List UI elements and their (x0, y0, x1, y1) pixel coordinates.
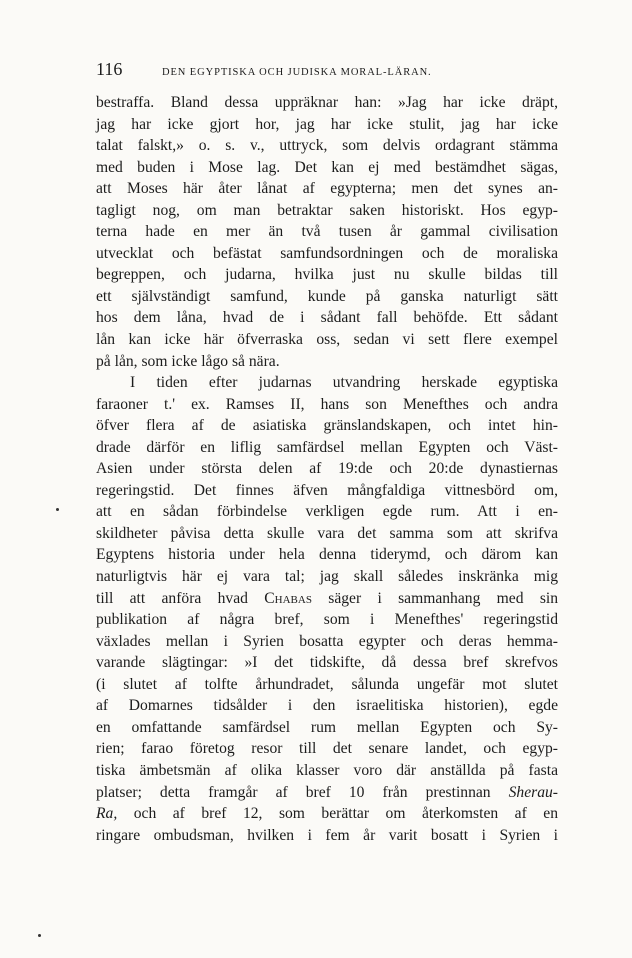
text-line-with-italic (96, 782, 558, 804)
italic-name: Ra, (96, 805, 118, 823)
text-line: drade därför en liflig samfärdsel mellan Egypten och Väst- (96, 438, 558, 456)
text-line: att Moses här åter lånat af egypterna; men det synes an- (96, 180, 558, 198)
text-line: faraoner t.' ex. Ramses II, hans son Menefthes och andra (96, 395, 558, 413)
text-line: hos dem låna, hvad de i sådant fall behöfde. Ett sådant (96, 309, 558, 327)
text-line: begreppen, och judarna, hvilka just nu skulle bildas till (96, 266, 558, 284)
text-line: varande slägtingar: »I det tidskifte, då dessa bref skrefvos (96, 654, 558, 672)
text-fragment: till att anföra hvad (96, 589, 248, 607)
text-line: rien; farao företog resor till det senare landet, och egyp- (96, 740, 558, 758)
italic-name: Sherau- (508, 783, 558, 801)
text-line: tiska ämbetsmän af olika klasser voro där anställda på fasta (96, 761, 558, 779)
text-fragment: platser; detta framgår af bref 10 från prestinnan (96, 783, 491, 801)
text-line: regeringstid. Det finnes äfven mångfaldiga vittnesbörd om, (96, 481, 558, 499)
running-title: DEN EGYPTISKA OCH JUDISKA MORAL-LÄRAN. (162, 67, 432, 78)
paragraph-start-line: I tiden efter judarnas utvandring herskade egyptiska (130, 374, 558, 392)
text-line-with-italic (96, 803, 558, 825)
body-text (96, 92, 558, 846)
text-line: att en sådan förbindelse verkligen egde rum. Att i en- (96, 503, 558, 521)
text-line: en omfattande samfärdsel rum mellan Egypten och Sy- (96, 718, 558, 736)
text-line: publikation af några bref, som i Menefthes' regeringstid (96, 611, 558, 629)
page-number: 116 (96, 59, 123, 79)
print-speck (38, 934, 41, 937)
author-name-smallcaps: Chabas (264, 589, 312, 607)
text-line: bestraffa. Bland dessa uppräknar han: »Jag har icke dräpt, (96, 94, 558, 111)
text-line-with-smallcaps (96, 588, 558, 610)
text-line: ett självständigt samfund, kunde på ganska naturligt sätt (96, 287, 558, 305)
text-line: (i slutet af tolfte århundradet, sålunda ungefär mot slutet (96, 675, 558, 693)
text-line: Asien under största delen af 19:de och 20:de dynastiernas (96, 460, 558, 478)
text-line: jag har icke gjort hor, jag har icke stulit, jag har icke (96, 115, 558, 133)
text-line: Egyptens historia under hela denna tiderymd, och därom kan (96, 546, 558, 564)
text-line: ringare ombudsman, hvilken i fem år varit bosatt i Syrien i (96, 826, 558, 844)
text-line: växlades mellan i Syrien bosatta egypter och deras hemma- (96, 632, 558, 650)
text-line: terna hade en mer än två tusen år gammal civilisation (96, 223, 558, 241)
text-fragment: säger i sammanhang med sin (328, 589, 559, 607)
text-line: af Domarnes tidsålder i den israelitiska historien), egde (96, 697, 558, 715)
text-line: lån kan icke här öfverraska oss, sedan vi sett flere exempel (96, 331, 558, 349)
text-line: talat falskt,» o. s. v., uttryck, som delvis ordagrant stämma (96, 137, 558, 155)
print-speck (56, 508, 59, 511)
text-line: tagligt nog, om man betraktar saken historiskt. Hos egyp- (96, 201, 558, 219)
text-line: öfver flera af de asiatiska gränslandskapen, och intet hin- (96, 417, 558, 435)
text-line: skildheter påvisa detta skulle vara det samma som att skrifva (96, 524, 558, 542)
page-header (96, 59, 566, 80)
text-line: med buden i Mose lag. Det kan ej med bestämdhet sägas, (96, 158, 558, 176)
text-line: på lån, som icke lågo så nära. (96, 352, 280, 370)
text-fragment: och af bref 12, som berättar om återkomsten af en (133, 805, 558, 823)
text-line: utvecklat och befästat samfundsordningen och de moraliska (96, 244, 558, 262)
text-line: naturligtvis här ej vara tal; jag skall således inskränka mig (96, 568, 558, 586)
